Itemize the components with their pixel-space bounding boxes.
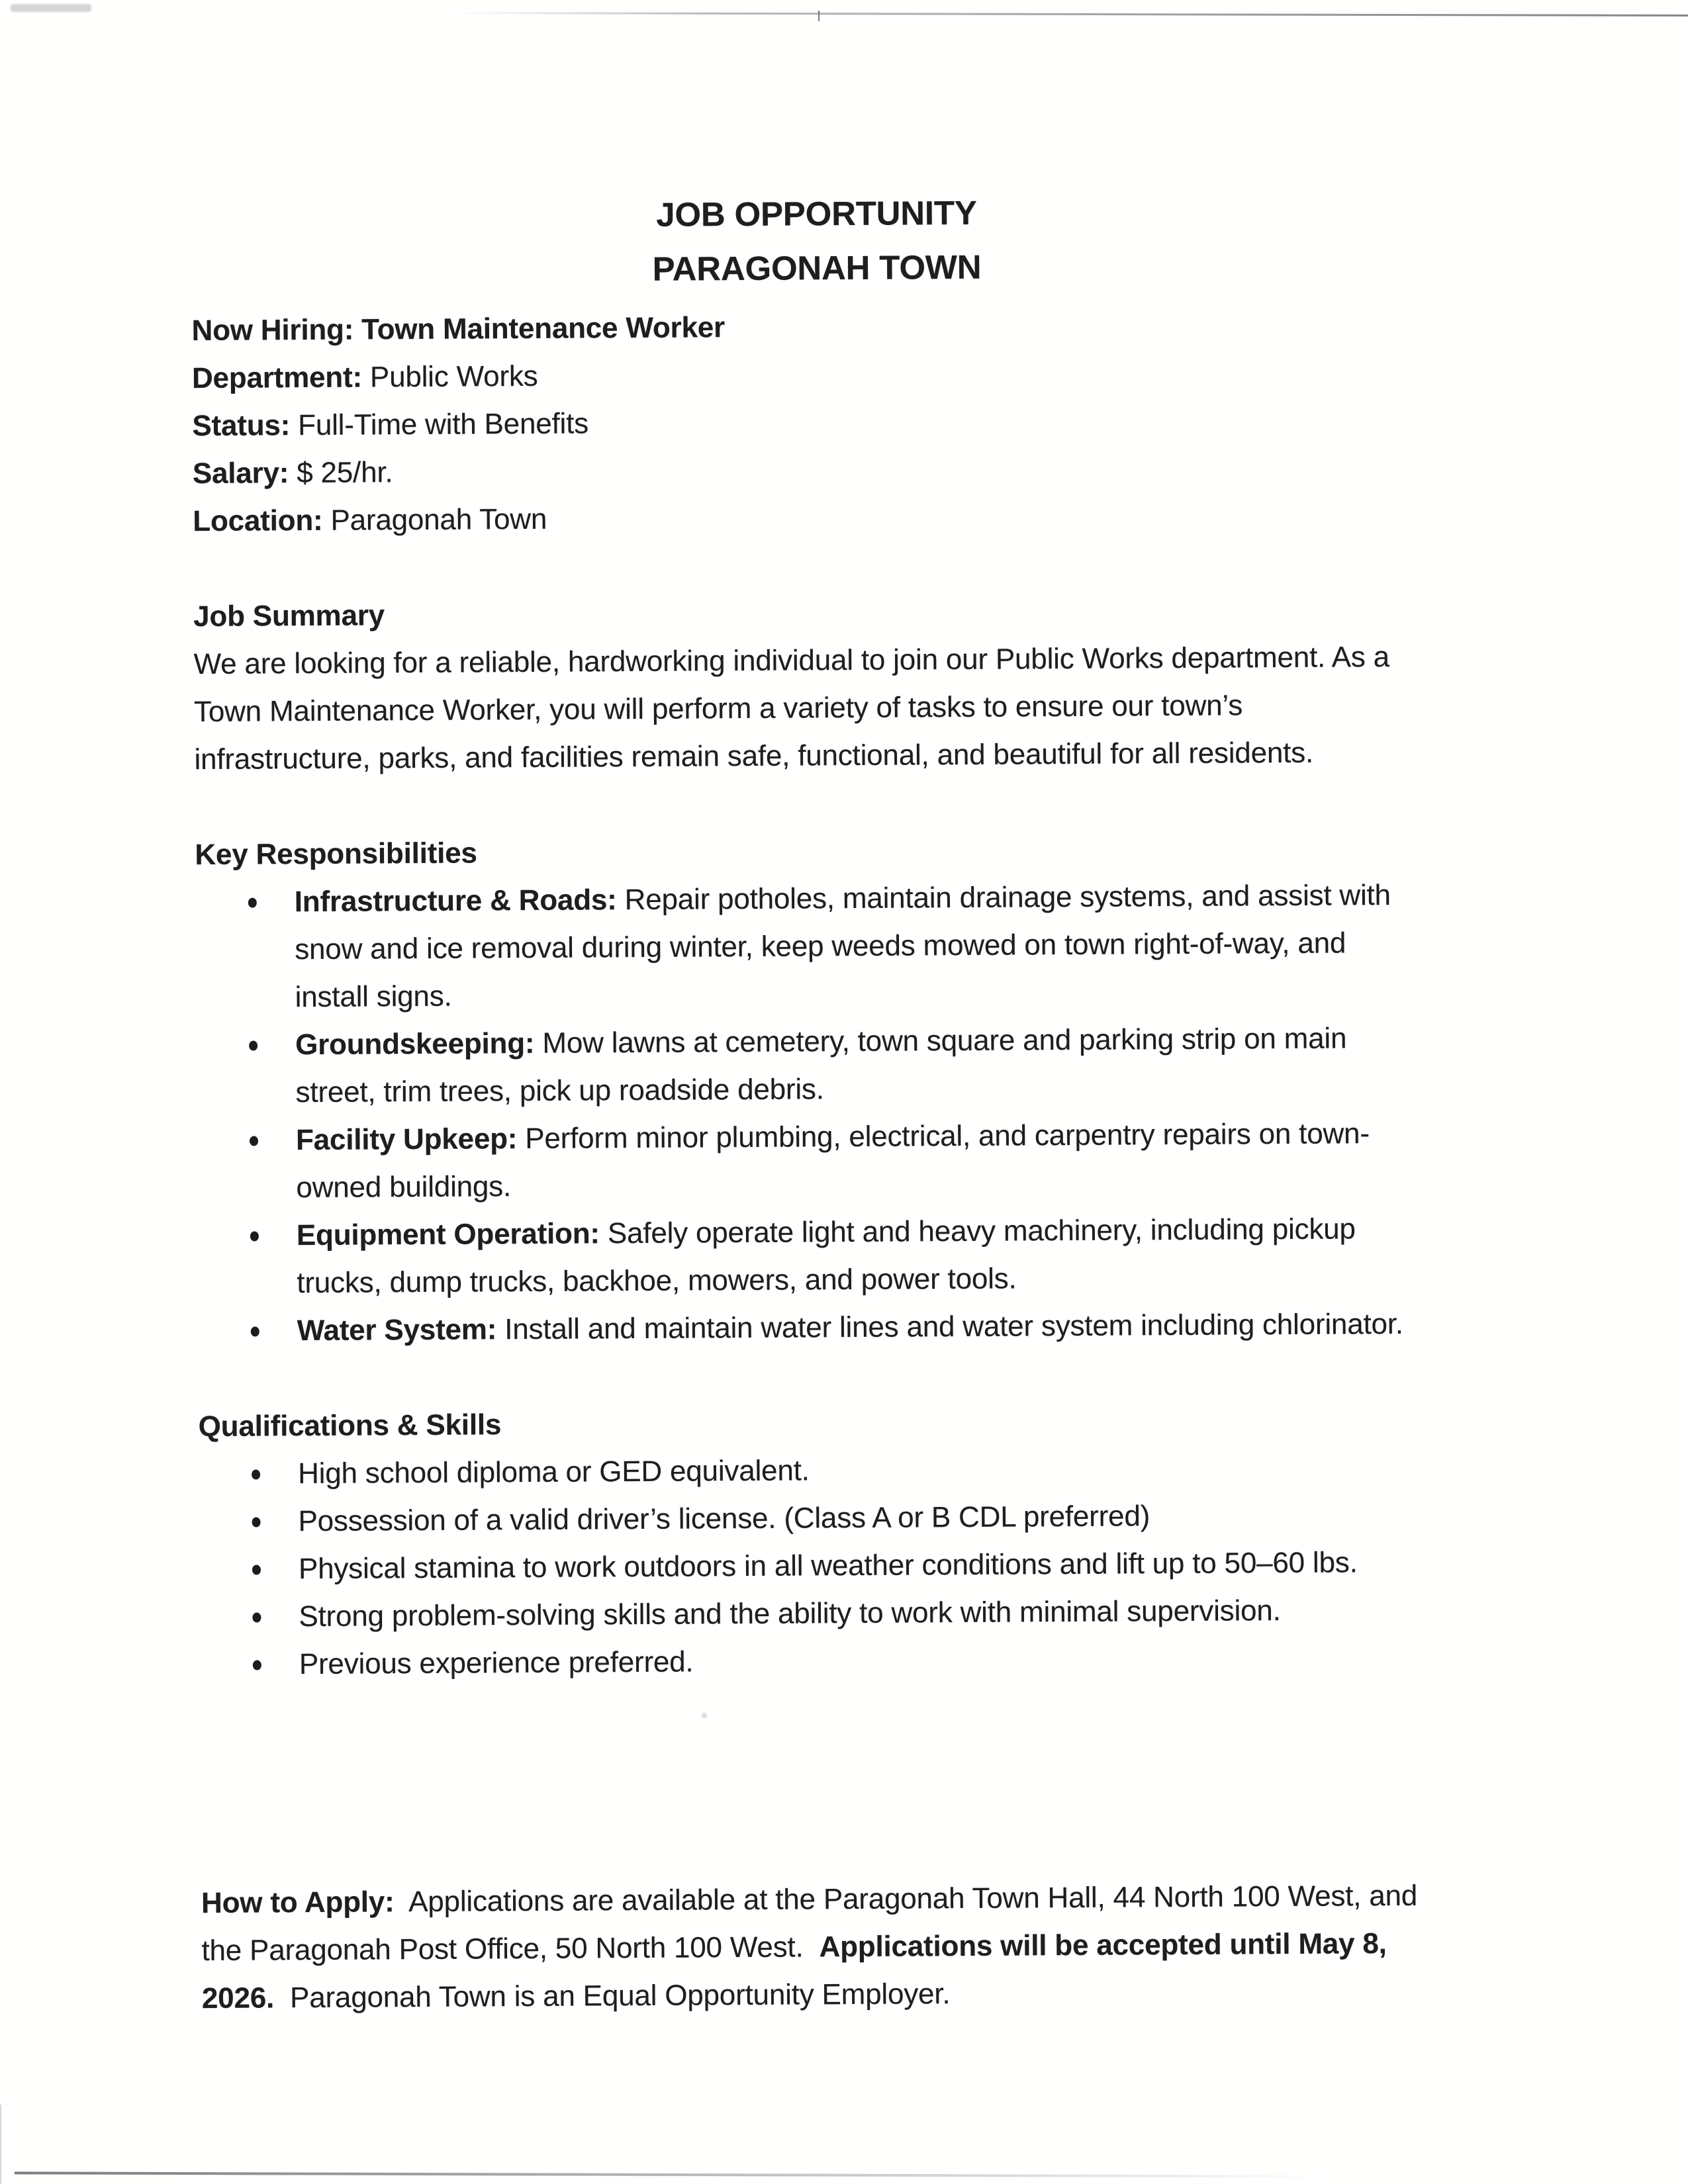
list-item-label: Facility Upkeep:	[295, 1122, 518, 1157]
field-location-value: Paragonah Town	[322, 502, 547, 537]
title-line-2: PARAGONAH TOWN	[652, 248, 982, 288]
bullet-icon	[249, 1041, 258, 1051]
list-item	[199, 1538, 1520, 1594]
field-status-label: Status:	[192, 409, 291, 443]
bullet-column	[198, 1307, 297, 1355]
list-item-body: Safely operate light and heavy machinery, including pickup trucks, dump trucks, backhoe, mowers, and power tools.	[297, 1212, 1356, 1300]
list-item	[198, 1300, 1519, 1355]
bullet-icon	[253, 1661, 261, 1670]
bullet-column	[196, 1021, 296, 1117]
field-department-label: Department:	[191, 361, 363, 395]
job-summary-heading: Job Summary	[193, 599, 385, 633]
list-item	[199, 1586, 1520, 1641]
bullet-icon	[252, 1518, 261, 1527]
bullet-column	[195, 878, 295, 1022]
scan-smudge-top-left	[11, 4, 91, 12]
list-item	[199, 1443, 1519, 1498]
responsibilities-section	[195, 823, 1519, 1355]
list-item-text	[295, 871, 1517, 1021]
scan-line-bottom	[15, 2171, 1325, 2177]
field-now-hiring-value: Town Maintenance Worker	[353, 311, 726, 346]
list-item-body: Repair potholes, maintain drainage systems, and assist with snow and ice removal during winter, keep weeds mowed on town right-of-way, and install signs.	[295, 879, 1391, 1014]
field-salary	[193, 442, 1513, 498]
how-to-apply-text-1: Applications are available at the Paragonah Town Hall, 44 North 100 West, and the Paragonah Post Office, 50 North 100 West.	[201, 1879, 1418, 1968]
list-item-text: Physical stamina to work outdoors in all weather conditions and lift up to 50–60 lbs.	[298, 1546, 1358, 1586]
bullet-icon	[248, 898, 257, 908]
list-item-text: Previous experience preferred.	[299, 1645, 694, 1681]
bullet-icon	[252, 1565, 261, 1575]
bullet-column	[200, 1641, 299, 1689]
list-item	[195, 871, 1517, 1022]
document-content	[191, 183, 1523, 2023]
document-title	[191, 183, 1442, 300]
job-summary-section	[193, 585, 1515, 784]
field-now-hiring-label: Now Hiring:	[191, 313, 354, 347]
field-location-label: Location:	[193, 504, 323, 538]
field-now-hiring	[191, 299, 1512, 355]
list-item-label: Infrastructure & Roads:	[294, 884, 617, 919]
list-item-body: Mow lawns at cemetery, town square and parking strip on main street, trim trees, pick up roadside debris.	[295, 1022, 1347, 1109]
list-item	[199, 1490, 1519, 1546]
field-status	[192, 394, 1513, 450]
list-item-text	[297, 1300, 1519, 1355]
list-item-text	[295, 1014, 1517, 1116]
bullet-column	[197, 1116, 297, 1212]
bullet-icon	[252, 1613, 261, 1623]
field-department	[192, 347, 1513, 402]
list-item	[196, 1014, 1517, 1117]
list-item-label: Water System:	[297, 1313, 497, 1347]
bullet-column	[199, 1545, 299, 1594]
qualifications-section	[198, 1395, 1521, 1689]
bullet-icon	[250, 1136, 258, 1146]
list-item-text	[297, 1205, 1519, 1307]
list-item-text	[296, 1109, 1518, 1212]
field-location	[193, 490, 1513, 545]
bullet-column	[199, 1498, 298, 1546]
scan-line-top	[457, 12, 1688, 17]
list-item	[197, 1205, 1519, 1308]
list-item	[197, 1109, 1518, 1212]
how-to-apply-label: How to Apply:	[201, 1886, 395, 1920]
bullet-icon	[250, 1232, 259, 1242]
field-salary-label: Salary:	[192, 457, 289, 490]
title-line-1: JOB OPPORTUNITY	[656, 193, 977, 234]
how-to-apply-paragraph	[201, 1824, 1523, 2023]
job-header-fields	[191, 299, 1513, 545]
list-item-text: High school diploma or GED equivalent.	[297, 1454, 810, 1490]
list-item-text: Strong problem-solving skills and the ability to work with minimal supervision.	[299, 1594, 1281, 1633]
list-item-label: Groundskeeping:	[295, 1026, 535, 1062]
list-item-text: Possession of a valid driver’s license. (Class A or B CDL preferred)	[298, 1500, 1150, 1538]
bullet-icon	[251, 1327, 259, 1337]
responsibilities-heading: Key Responsibilities	[195, 837, 477, 872]
list-item-body: Perform minor plumbing, electrical, and carpentry repairs on town- owned buildings.	[296, 1117, 1370, 1205]
list-item-body: Install and maintain water lines and water system including chlorinator.	[496, 1307, 1404, 1346]
qualifications-heading: Qualifications & Skills	[198, 1408, 502, 1443]
bullet-column	[199, 1450, 298, 1498]
field-department-value: Public Works	[361, 359, 538, 394]
how-to-apply-text-2: Paragonah Town is an Equal Opportunity Employer.	[273, 1978, 951, 2015]
list-item	[200, 1633, 1521, 1689]
field-salary-value: $ 25/hr.	[289, 456, 393, 490]
scan-line-left-edge	[0, 2105, 1, 2184]
how-to-apply-deadline: Applications will be accepted until May 8, 2026.	[201, 1927, 1387, 2015]
list-item-label: Equipment Operation:	[296, 1217, 600, 1252]
bullet-column	[199, 1593, 299, 1641]
field-status-value: Full-Time with Benefits	[290, 407, 589, 442]
bullet-column	[197, 1212, 297, 1308]
bullet-icon	[252, 1470, 260, 1480]
job-summary-paragraph: We are looking for a reliable, hardworking individual to join our Public Works department. As a Town Maintenance Worker, you will perform a variety of tasks to ensure our town’s infrastructure, parks, and facilities remain safe, functional, and beautiful for all residents.	[193, 641, 1390, 776]
scan-tick-top	[818, 11, 820, 21]
